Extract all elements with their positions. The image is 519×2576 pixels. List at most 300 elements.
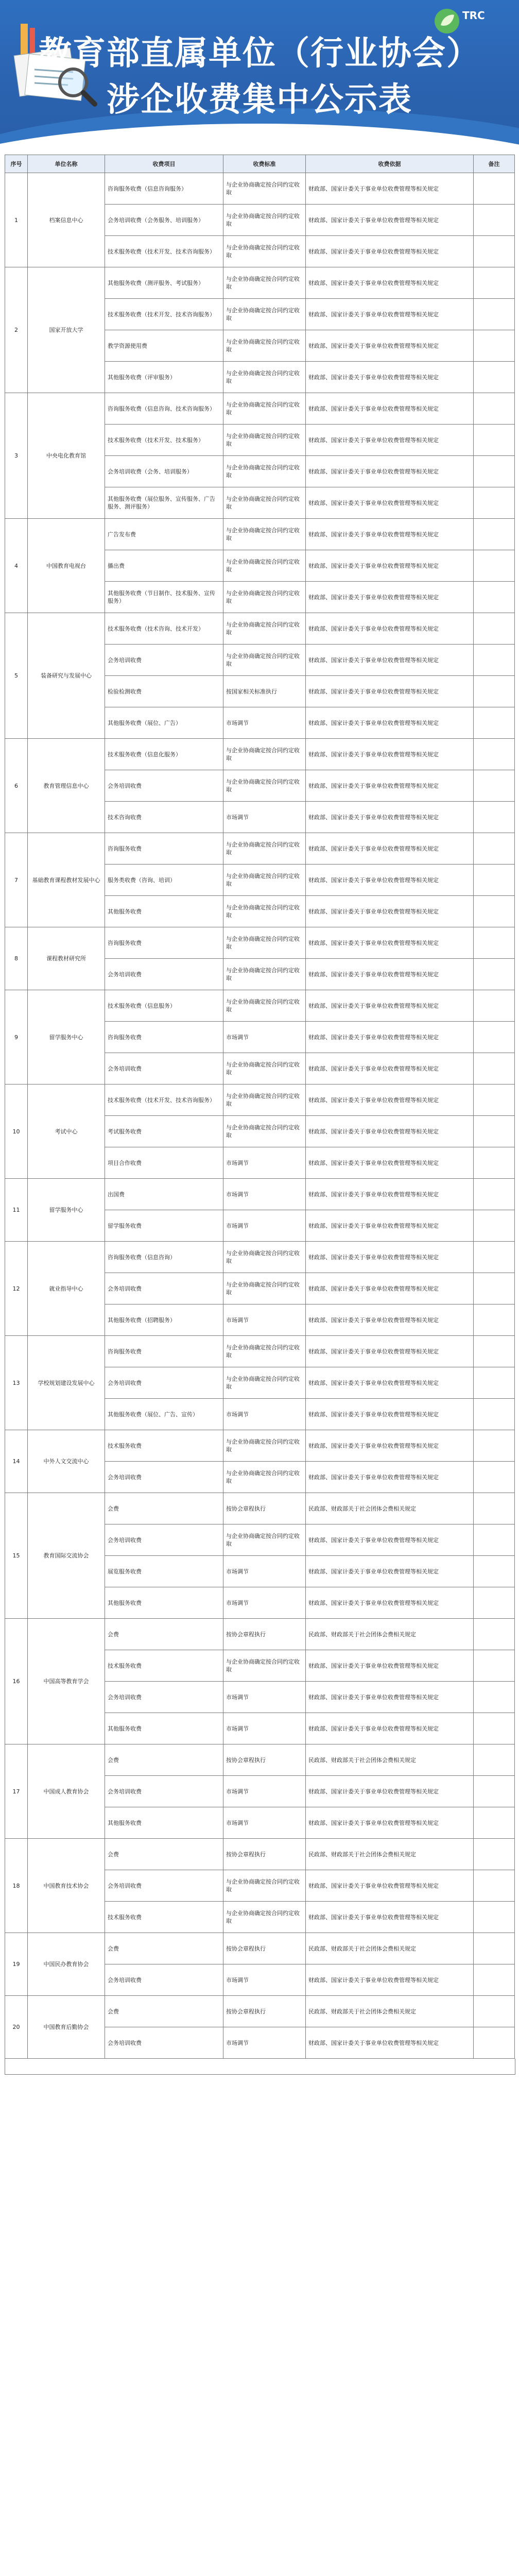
header-no: 序号	[5, 155, 28, 173]
cell-remark	[474, 770, 515, 802]
cell-standard: 市场调节	[223, 1713, 306, 1744]
cell-item: 会务培训收费	[105, 645, 223, 676]
cell-basis: 财政部、国家计委关于事业单位收费管理等相关规定	[306, 456, 474, 487]
cell-unit: 学校规划建设发展中心	[28, 1336, 105, 1430]
table-row	[5, 1933, 515, 1964]
cell-basis: 财政部、国家计委关于事业单位收费管理等相关规定	[306, 707, 474, 739]
header-item: 收费项目	[105, 155, 223, 173]
cell-basis: 财政部、国家计委关于事业单位收费管理等相关规定	[306, 299, 474, 330]
cell-remark	[474, 833, 515, 865]
cell-standard: 与企业协商确定按合同约定收取	[223, 550, 306, 582]
cell-item: 其他服务收费	[105, 1807, 223, 1839]
cell-remark	[474, 959, 515, 990]
cell-basis: 财政部、国家计委关于事业单位收费管理等相关规定	[306, 1870, 474, 1902]
cell-unit: 中国教育后勤协会	[28, 1996, 105, 2059]
cell-basis: 财政部、国家计委关于事业单位收费管理等相关规定	[306, 802, 474, 833]
cell-remark	[474, 613, 515, 645]
cell-item: 技术服务收费	[105, 1902, 223, 1933]
cell-standard: 按协会章程执行	[223, 1744, 306, 1776]
cell-standard: 按国家相关标准执行	[223, 676, 306, 707]
cell-remark	[474, 802, 515, 833]
cell-standard: 与企业协商确定按合同约定收取	[223, 833, 306, 865]
cell-remark	[474, 1053, 515, 1084]
cell-basis: 财政部、国家计委关于事业单位收费管理等相关规定	[306, 1179, 474, 1210]
cell-basis: 财政部、国家计委关于事业单位收费管理等相关规定	[306, 1242, 474, 1273]
table-row	[5, 927, 515, 959]
cell-item: 会费	[105, 1839, 223, 1870]
cell-basis: 财政部、国家计委关于事业单位收费管理等相关规定	[306, 1524, 474, 1556]
cell-basis: 财政部、国家计委关于事业单位收费管理等相关规定	[306, 833, 474, 865]
cell-item: 其他服务收费（展位服务、宣传服务、广告服务、测评服务）	[105, 487, 223, 519]
cell-item: 会务培训收费	[105, 1462, 223, 1493]
cell-remark	[474, 1336, 515, 1367]
cell-remark	[474, 1147, 515, 1179]
cell-basis: 财政部、国家计委关于事业单位收费管理等相关规定	[306, 896, 474, 927]
cell-basis: 财政部、国家计委关于事业单位收费管理等相关规定	[306, 487, 474, 519]
cell-remark	[474, 707, 515, 739]
cell-standard: 与企业协商确定按合同约定收取	[223, 865, 306, 896]
cell-remark	[474, 1744, 515, 1776]
cell-standard: 与企业协商确定按合同约定收取	[223, 1242, 306, 1273]
cell-item: 咨询服务收费	[105, 1336, 223, 1367]
cell-standard: 市场调节	[223, 1682, 306, 1713]
cell-item: 会务培训收费	[105, 1524, 223, 1556]
cell-no: 2	[5, 267, 28, 393]
cell-item: 项目合作收费	[105, 1147, 223, 1179]
table-row	[5, 739, 515, 770]
cell-standard: 市场调节	[223, 802, 306, 833]
cell-standard: 按协会章程执行	[223, 1933, 306, 1964]
header-unit: 单位名称	[28, 155, 105, 173]
table-row	[5, 1336, 515, 1367]
cell-basis: 财政部、国家计委关于事业单位收费管理等相关规定	[306, 1902, 474, 1933]
cell-basis: 财政部、国家计委关于事业单位收费管理等相关规定	[306, 1210, 474, 1242]
cell-basis: 财政部、国家计委关于事业单位收费管理等相关规定	[306, 1336, 474, 1367]
cell-standard: 按协会章程执行	[223, 1839, 306, 1870]
cell-remark	[474, 676, 515, 707]
table-row	[5, 1179, 515, 1210]
cell-standard: 与企业协商确定按合同约定收取	[223, 267, 306, 299]
cell-remark	[474, 173, 515, 205]
cell-item: 会费	[105, 1619, 223, 1650]
cell-basis: 民政部、财政部关于社会团体会费相关规定	[306, 1493, 474, 1524]
cell-item: 技术服务收费（技术开发、技术服务）	[105, 425, 223, 456]
cell-standard: 与企业协商确定按合同约定收取	[223, 425, 306, 456]
cell-standard: 与企业协商确定按合同约定收取	[223, 173, 306, 205]
cell-item: 会务培训收费	[105, 770, 223, 802]
cell-standard: 市场调节	[223, 1964, 306, 1996]
cell-standard: 与企业协商确定按合同约定收取	[223, 990, 306, 1022]
cell-unit: 中国成人教育协会	[28, 1744, 105, 1839]
cell-basis: 民政部、财政部关于社会团体会费相关规定	[306, 1996, 474, 2027]
table-row	[5, 1493, 515, 1524]
cell-unit: 留学服务中心	[28, 1179, 105, 1242]
cell-unit: 中国教育电视台	[28, 519, 105, 613]
cell-standard: 市场调节	[223, 1556, 306, 1587]
cell-item: 会务培训收费	[105, 1053, 223, 1084]
header-remark: 备注	[474, 155, 515, 173]
cell-item: 其他服务收费（评审服务）	[105, 362, 223, 393]
cell-standard: 与企业协商确定按合同约定收取	[223, 1336, 306, 1367]
cell-item: 考试服务收费	[105, 1116, 223, 1147]
cell-basis: 财政部、国家计委关于事业单位收费管理等相关规定	[306, 1367, 474, 1399]
cell-no: 15	[5, 1493, 28, 1619]
table-row	[5, 173, 515, 205]
cell-remark	[474, 1210, 515, 1242]
cell-standard: 市场调节	[223, 1807, 306, 1839]
cell-item: 技术服务收费（技术咨询、技术开发）	[105, 613, 223, 645]
cell-basis: 财政部、国家计委关于事业单位收费管理等相关规定	[306, 1430, 474, 1462]
cell-no: 7	[5, 833, 28, 927]
cell-item: 技术服务收费（技术开发、技术咨询服务）	[105, 299, 223, 330]
cell-no: 17	[5, 1744, 28, 1839]
cell-basis: 财政部、国家计委关于事业单位收费管理等相关规定	[306, 1713, 474, 1744]
cell-remark	[474, 1713, 515, 1744]
cell-standard: 与企业协商确定按合同约定收取	[223, 1524, 306, 1556]
cell-remark	[474, 582, 515, 613]
cell-basis: 民政部、财政部关于社会团体会费相关规定	[306, 1619, 474, 1650]
cell-remark	[474, 865, 515, 896]
cell-basis: 财政部、国家计委关于事业单位收费管理等相关规定	[306, 927, 474, 959]
cell-item: 其他服务收费（展位、广告）	[105, 707, 223, 739]
cell-item: 咨询服务收费（信息咨询）	[105, 1242, 223, 1273]
cell-remark	[474, 1430, 515, 1462]
cell-remark	[474, 1996, 515, 2027]
header-standard: 收费标准	[223, 155, 306, 173]
cell-basis: 财政部、国家计委关于事业单位收费管理等相关规定	[306, 1587, 474, 1619]
cell-no: 19	[5, 1933, 28, 1996]
cell-no: 1	[5, 173, 28, 267]
cell-remark	[474, 1776, 515, 1807]
cell-no: 16	[5, 1619, 28, 1744]
cell-remark	[474, 1807, 515, 1839]
cell-remark	[474, 1273, 515, 1304]
cell-item: 技术服务收费（技术开发、技术咨询服务）	[105, 236, 223, 267]
cell-no: 14	[5, 1430, 28, 1493]
cell-basis: 财政部、国家计委关于事业单位收费管理等相关规定	[306, 267, 474, 299]
cell-remark	[474, 425, 515, 456]
cell-item: 咨询服务收费（信息咨询服务）	[105, 173, 223, 205]
cell-remark	[474, 1682, 515, 1713]
header-basis: 收费依据	[306, 155, 474, 173]
page-title-line1: 教育部直属单位（行业协会）	[39, 35, 480, 73]
cell-remark	[474, 267, 515, 299]
cell-item: 技术服务收费	[105, 1430, 223, 1462]
cell-basis: 财政部、国家计委关于事业单位收费管理等相关规定	[306, 330, 474, 362]
cell-item: 咨询服务收费	[105, 1022, 223, 1053]
cell-standard: 与企业协商确定按合同约定收取	[223, 1870, 306, 1902]
cell-basis: 财政部、国家计委关于事业单位收费管理等相关规定	[306, 1084, 474, 1116]
cell-item: 技术服务收费	[105, 1650, 223, 1682]
cell-item: 其他服务收费（测评服务、考试服务）	[105, 267, 223, 299]
cell-standard: 与企业协商确定按合同约定收取	[223, 959, 306, 990]
cell-remark	[474, 1179, 515, 1210]
cell-standard: 与企业协商确定按合同约定收取	[223, 1430, 306, 1462]
cell-remark	[474, 1116, 515, 1147]
cell-standard: 与企业协商确定按合同约定收取	[223, 1367, 306, 1399]
cell-basis: 财政部、国家计委关于事业单位收费管理等相关规定	[306, 519, 474, 550]
cell-remark	[474, 927, 515, 959]
cell-remark	[474, 1870, 515, 1902]
table-row	[5, 393, 515, 425]
cell-item: 广告发布费	[105, 519, 223, 550]
cell-basis: 财政部、国家计委关于事业单位收费管理等相关规定	[306, 959, 474, 990]
cell-remark	[474, 1022, 515, 1053]
table-row	[5, 1619, 515, 1650]
cell-unit: 中国高等教育学会	[28, 1619, 105, 1744]
cell-remark	[474, 1619, 515, 1650]
cell-basis: 财政部、国家计委关于事业单位收费管理等相关规定	[306, 865, 474, 896]
table-row	[5, 519, 515, 550]
table-footer	[5, 2059, 515, 2075]
cell-item: 会务培训收费	[105, 1776, 223, 1807]
cell-remark	[474, 236, 515, 267]
cell-remark	[474, 1524, 515, 1556]
cell-item: 出国费	[105, 1179, 223, 1210]
table-body	[5, 173, 515, 2059]
cell-unit: 留学服务中心	[28, 990, 105, 1084]
table-row	[5, 990, 515, 1022]
cell-standard: 市场调节	[223, 1179, 306, 1210]
cell-unit: 中国民办教育协会	[28, 1933, 105, 1996]
cell-unit: 装备研究与发展中心	[28, 613, 105, 739]
cell-basis: 财政部、国家计委关于事业单位收费管理等相关规定	[306, 1682, 474, 1713]
cell-basis: 财政部、国家计委关于事业单位收费管理等相关规定	[306, 1399, 474, 1430]
cell-unit: 教育国际交流协会	[28, 1493, 105, 1619]
cell-remark	[474, 739, 515, 770]
page-title-line2: 涉企收费集中公示表	[107, 81, 412, 119]
cell-remark	[474, 1933, 515, 1964]
cell-item: 咨询服务收费（信息咨询、技术咨询服务）	[105, 393, 223, 425]
cell-standard: 与企业协商确定按合同约定收取	[223, 205, 306, 236]
cell-no: 8	[5, 927, 28, 990]
cell-standard: 市场调节	[223, 1304, 306, 1336]
cell-unit: 档案信息中心	[28, 173, 105, 267]
cell-basis: 财政部、国家计委关于事业单位收费管理等相关规定	[306, 236, 474, 267]
cell-no: 9	[5, 990, 28, 1084]
cell-basis: 财政部、国家计委关于事业单位收费管理等相关规定	[306, 205, 474, 236]
cell-item: 会费	[105, 1996, 223, 2027]
cell-remark	[474, 299, 515, 330]
cell-item: 会费	[105, 1493, 223, 1524]
cell-item: 会费	[105, 1933, 223, 1964]
cell-remark	[474, 1902, 515, 1933]
cell-remark	[474, 1964, 515, 1996]
cell-unit: 考试中心	[28, 1084, 105, 1179]
table-row	[5, 1242, 515, 1273]
cell-basis: 财政部、国家计委关于事业单位收费管理等相关规定	[306, 1053, 474, 1084]
cell-standard: 与企业协商确定按合同约定收取	[223, 1053, 306, 1084]
cell-no: 20	[5, 1996, 28, 2059]
cell-remark	[474, 1650, 515, 1682]
cell-remark	[474, 550, 515, 582]
cell-standard: 与企业协商确定按合同约定收取	[223, 1116, 306, 1147]
cell-remark	[474, 1399, 515, 1430]
cell-basis: 财政部、国家计委关于事业单位收费管理等相关规定	[306, 676, 474, 707]
cell-standard: 市场调节	[223, 1147, 306, 1179]
cell-remark	[474, 205, 515, 236]
cell-standard: 按协会章程执行	[223, 1996, 306, 2027]
cell-remark	[474, 990, 515, 1022]
cell-no: 13	[5, 1336, 28, 1430]
cell-remark	[474, 487, 515, 519]
cell-item: 教学资源使用费	[105, 330, 223, 362]
cell-standard: 与企业协商确定按合同约定收取	[223, 330, 306, 362]
cell-remark	[474, 1462, 515, 1493]
cell-standard: 市场调节	[223, 1776, 306, 1807]
cell-basis: 财政部、国家计委关于事业单位收费管理等相关规定	[306, 770, 474, 802]
cell-item: 技术服务收费（技术开发、技术咨询服务）	[105, 1084, 223, 1116]
cell-basis: 财政部、国家计委关于事业单位收费管理等相关规定	[306, 645, 474, 676]
cell-standard: 与企业协商确定按合同约定收取	[223, 487, 306, 519]
cell-standard: 与企业协商确定按合同约定收取	[223, 456, 306, 487]
cell-no: 3	[5, 393, 28, 519]
cell-no: 18	[5, 1839, 28, 1933]
cell-remark	[474, 362, 515, 393]
cell-remark	[474, 393, 515, 425]
cell-no: 6	[5, 739, 28, 833]
cell-basis: 民政部、财政部关于社会团体会费相关规定	[306, 1744, 474, 1776]
cell-basis: 财政部、国家计委关于事业单位收费管理等相关规定	[306, 1776, 474, 1807]
cell-standard: 与企业协商确定按合同约定收取	[223, 1462, 306, 1493]
cell-basis: 财政部、国家计委关于事业单位收费管理等相关规定	[306, 1022, 474, 1053]
table-row	[5, 1996, 515, 2027]
cell-unit: 基础教育课程教材发展中心	[28, 833, 105, 927]
cell-standard: 与企业协商确定按合同约定收取	[223, 1273, 306, 1304]
cell-item: 会务培训收费	[105, 1870, 223, 1902]
cell-basis: 财政部、国家计委关于事业单位收费管理等相关规定	[306, 1273, 474, 1304]
cell-remark	[474, 519, 515, 550]
cell-basis: 财政部、国家计委关于事业单位收费管理等相关规定	[306, 990, 474, 1022]
cell-standard: 按协会章程执行	[223, 1619, 306, 1650]
cell-no: 10	[5, 1084, 28, 1179]
cell-item: 会务培训收费	[105, 1682, 223, 1713]
cell-basis: 财政部、国家计委关于事业单位收费管理等相关规定	[306, 173, 474, 205]
cell-basis: 财政部、国家计委关于事业单位收费管理等相关规定	[306, 550, 474, 582]
cell-unit: 中国教育技术协会	[28, 1839, 105, 1933]
table-header-row	[5, 155, 515, 173]
cell-basis: 财政部、国家计委关于事业单位收费管理等相关规定	[306, 1964, 474, 1996]
cell-item: 技术服务收费（信息化服务）	[105, 739, 223, 770]
cell-remark	[474, 1304, 515, 1336]
cell-no: 4	[5, 519, 28, 613]
cell-basis: 财政部、国家计委关于事业单位收费管理等相关规定	[306, 362, 474, 393]
cell-item: 会务培训收费（会务、培训服务）	[105, 456, 223, 487]
cell-basis: 财政部、国家计委关于事业单位收费管理等相关规定	[306, 2027, 474, 2059]
cell-remark	[474, 1556, 515, 1587]
cell-remark	[474, 1367, 515, 1399]
cell-item: 检验检测收费	[105, 676, 223, 707]
cell-item: 技术服务收费（信息服务）	[105, 990, 223, 1022]
cell-remark	[474, 1839, 515, 1870]
cell-basis: 财政部、国家计委关于事业单位收费管理等相关规定	[306, 1147, 474, 1179]
cell-remark	[474, 1084, 515, 1116]
cell-basis: 财政部、国家计委关于事业单位收费管理等相关规定	[306, 1304, 474, 1336]
cell-unit: 就业指导中心	[28, 1242, 105, 1336]
cell-standard: 与企业协商确定按合同约定收取	[223, 770, 306, 802]
cell-item: 会务培训收费（会务服务、培训服务）	[105, 205, 223, 236]
table-row	[5, 1084, 515, 1116]
cell-standard: 与企业协商确定按合同约定收取	[223, 582, 306, 613]
cell-item: 会费	[105, 1744, 223, 1776]
cell-item: 服务类收费（咨询、培训）	[105, 865, 223, 896]
cell-basis: 民政部、财政部关于社会团体会费相关规定	[306, 1933, 474, 1964]
cell-item: 技术咨询收费	[105, 802, 223, 833]
cell-item: 会务培训收费	[105, 1367, 223, 1399]
cell-remark	[474, 896, 515, 927]
cell-item: 会务培训收费	[105, 2027, 223, 2059]
table-row	[5, 1744, 515, 1776]
cell-remark	[474, 1587, 515, 1619]
cell-standard: 与企业协商确定按合同约定收取	[223, 739, 306, 770]
cell-basis: 财政部、国家计委关于事业单位收费管理等相关规定	[306, 582, 474, 613]
cell-basis: 财政部、国家计委关于事业单位收费管理等相关规定	[306, 739, 474, 770]
table-row	[5, 613, 515, 645]
cell-basis: 财政部、国家计委关于事业单位收费管理等相关规定	[306, 1556, 474, 1587]
cell-no: 11	[5, 1179, 28, 1242]
cell-standard: 按协会章程执行	[223, 1493, 306, 1524]
cell-basis: 财政部、国家计委关于事业单位收费管理等相关规定	[306, 1807, 474, 1839]
cell-standard: 市场调节	[223, 1210, 306, 1242]
cell-basis: 民政部、财政部关于社会团体会费相关规定	[306, 1839, 474, 1870]
cell-basis: 财政部、国家计委关于事业单位收费管理等相关规定	[306, 425, 474, 456]
cell-standard: 市场调节	[223, 1399, 306, 1430]
cell-item: 其他服务收费	[105, 1587, 223, 1619]
cell-item: 会务培训收费	[105, 1964, 223, 1996]
cell-item: 会务培训收费	[105, 959, 223, 990]
fee-table	[5, 155, 515, 2059]
cell-item: 咨询服务收费	[105, 833, 223, 865]
cell-standard: 市场调节	[223, 1587, 306, 1619]
header-banner	[0, 0, 519, 155]
cell-standard: 与企业协商确定按合同约定收取	[223, 393, 306, 425]
cell-remark	[474, 1493, 515, 1524]
cell-item: 播出费	[105, 550, 223, 582]
cell-no: 5	[5, 613, 28, 739]
cell-item: 留学服务收费	[105, 1210, 223, 1242]
cell-unit: 课程教材研究所	[28, 927, 105, 990]
cell-remark	[474, 456, 515, 487]
cell-item: 咨询服务收费	[105, 927, 223, 959]
table-row	[5, 833, 515, 865]
cell-item: 其他服务收费	[105, 1713, 223, 1744]
cell-remark	[474, 2027, 515, 2059]
cell-standard: 与企业协商确定按合同约定收取	[223, 519, 306, 550]
cell-standard: 与企业协商确定按合同约定收取	[223, 236, 306, 267]
table-row	[5, 267, 515, 299]
cell-standard: 与企业协商确定按合同约定收取	[223, 896, 306, 927]
cell-standard: 与企业协商确定按合同约定收取	[223, 1084, 306, 1116]
cell-standard: 与企业协商确定按合同约定收取	[223, 613, 306, 645]
cell-standard: 与企业协商确定按合同约定收取	[223, 362, 306, 393]
cell-basis: 财政部、国家计委关于事业单位收费管理等相关规定	[306, 1462, 474, 1493]
cell-unit: 中外人文交流中心	[28, 1430, 105, 1493]
table-row	[5, 1430, 515, 1462]
cell-unit: 国家开放大学	[28, 267, 105, 393]
cell-standard: 与企业协商确定按合同约定收取	[223, 645, 306, 676]
cell-item: 其他服务收费	[105, 896, 223, 927]
cell-item: 其他服务收费（招聘服务）	[105, 1304, 223, 1336]
cell-basis: 财政部、国家计委关于事业单位收费管理等相关规定	[306, 1116, 474, 1147]
cell-standard: 市场调节	[223, 707, 306, 739]
cell-standard: 市场调节	[223, 2027, 306, 2059]
cell-remark	[474, 1242, 515, 1273]
cell-basis: 财政部、国家计委关于事业单位收费管理等相关规定	[306, 393, 474, 425]
cell-remark	[474, 330, 515, 362]
table-row	[5, 1839, 515, 1870]
cell-standard: 与企业协商确定按合同约定收取	[223, 1650, 306, 1682]
cell-unit: 教育管理信息中心	[28, 739, 105, 833]
